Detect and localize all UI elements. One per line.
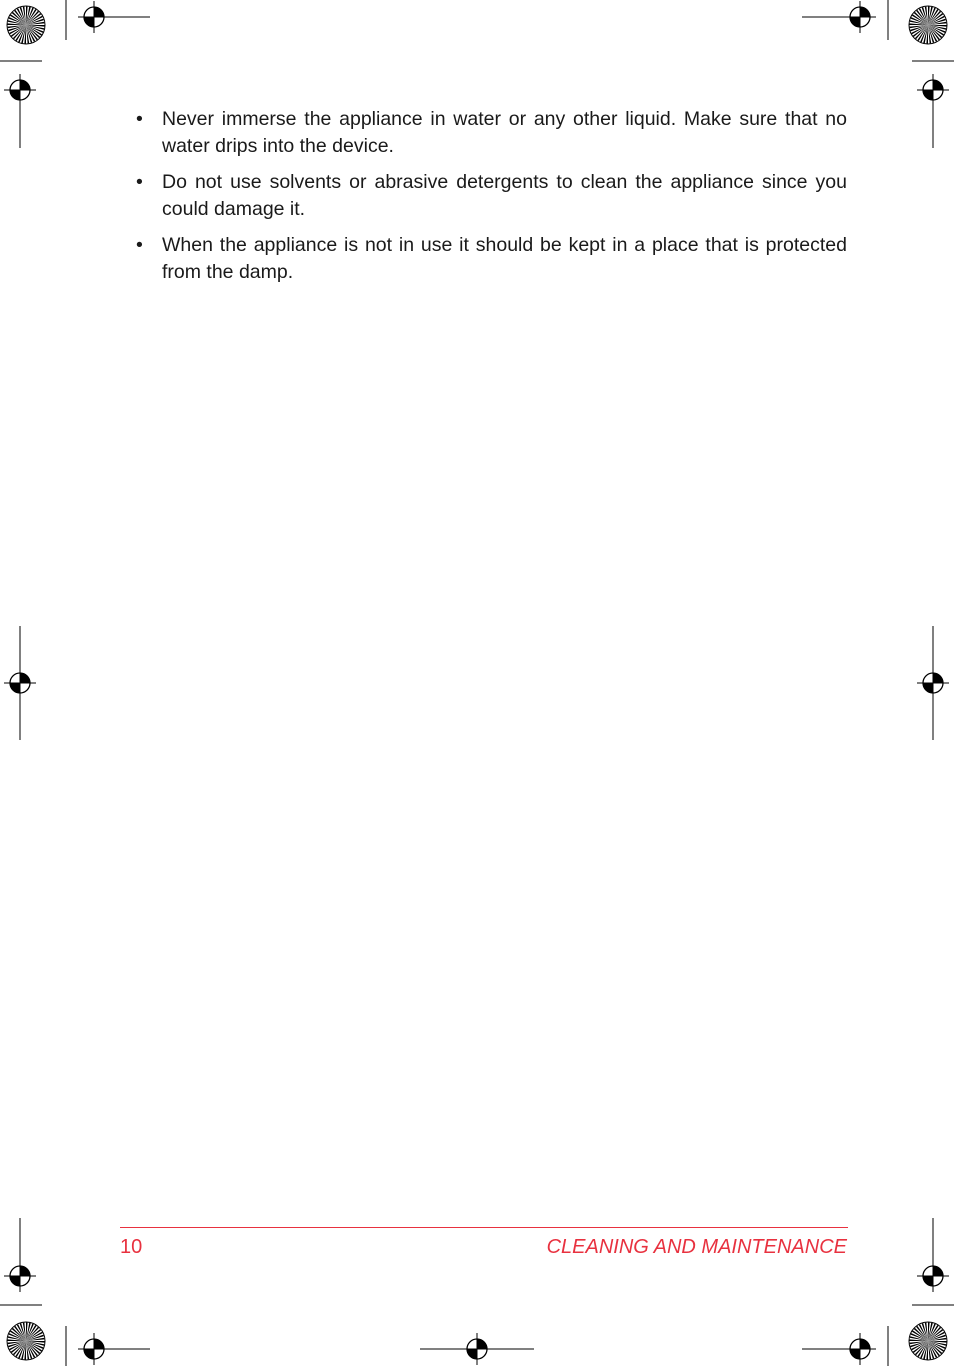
starburst-mark-bottom-left — [7, 1322, 45, 1360]
crosshair-mark-bottom-left — [78, 1333, 110, 1365]
list-item — [136, 169, 847, 223]
starburst-mark-bottom-right — [909, 1322, 947, 1360]
page-number: 10 — [120, 1236, 143, 1258]
crosshair-mark-bottom-right — [844, 1333, 876, 1365]
maintenance-bullet-list — [136, 106, 847, 295]
crosshair-mark-right-upper — [917, 74, 949, 106]
crosshair-mark-left-upper — [4, 74, 36, 106]
bullet-text: Never immerse the appliance in water or any other liquid. Make sure that no water drips into the device. — [162, 108, 847, 157]
list-item — [136, 106, 847, 160]
crosshair-mark-right-lower — [917, 1260, 949, 1292]
bullet-icon: • — [136, 171, 143, 193]
bullet-text: When the appliance is not in use it should be kept in a place that is protected from the damp. — [162, 234, 847, 283]
crosshair-mark-right-middle — [917, 667, 949, 699]
bullet-icon: • — [136, 234, 143, 256]
list-item — [136, 232, 847, 286]
bullet-text: Do not use solvents or abrasive detergents to clean the appliance since you could damage it. — [162, 171, 847, 220]
crosshair-mark-bottom-center — [461, 1333, 493, 1365]
footer-divider — [120, 1227, 848, 1228]
starburst-mark-top-left — [7, 6, 45, 44]
footer-section-title: CLEANING AND MAINTENANCE — [546, 1236, 847, 1258]
crosshair-mark-top-right — [844, 1, 876, 33]
crosshair-mark-left-middle — [4, 667, 36, 699]
crosshair-mark-top-left — [78, 1, 110, 33]
starburst-mark-top-right — [909, 6, 947, 44]
crosshair-mark-left-lower — [4, 1260, 36, 1292]
bullet-icon: • — [136, 108, 143, 130]
